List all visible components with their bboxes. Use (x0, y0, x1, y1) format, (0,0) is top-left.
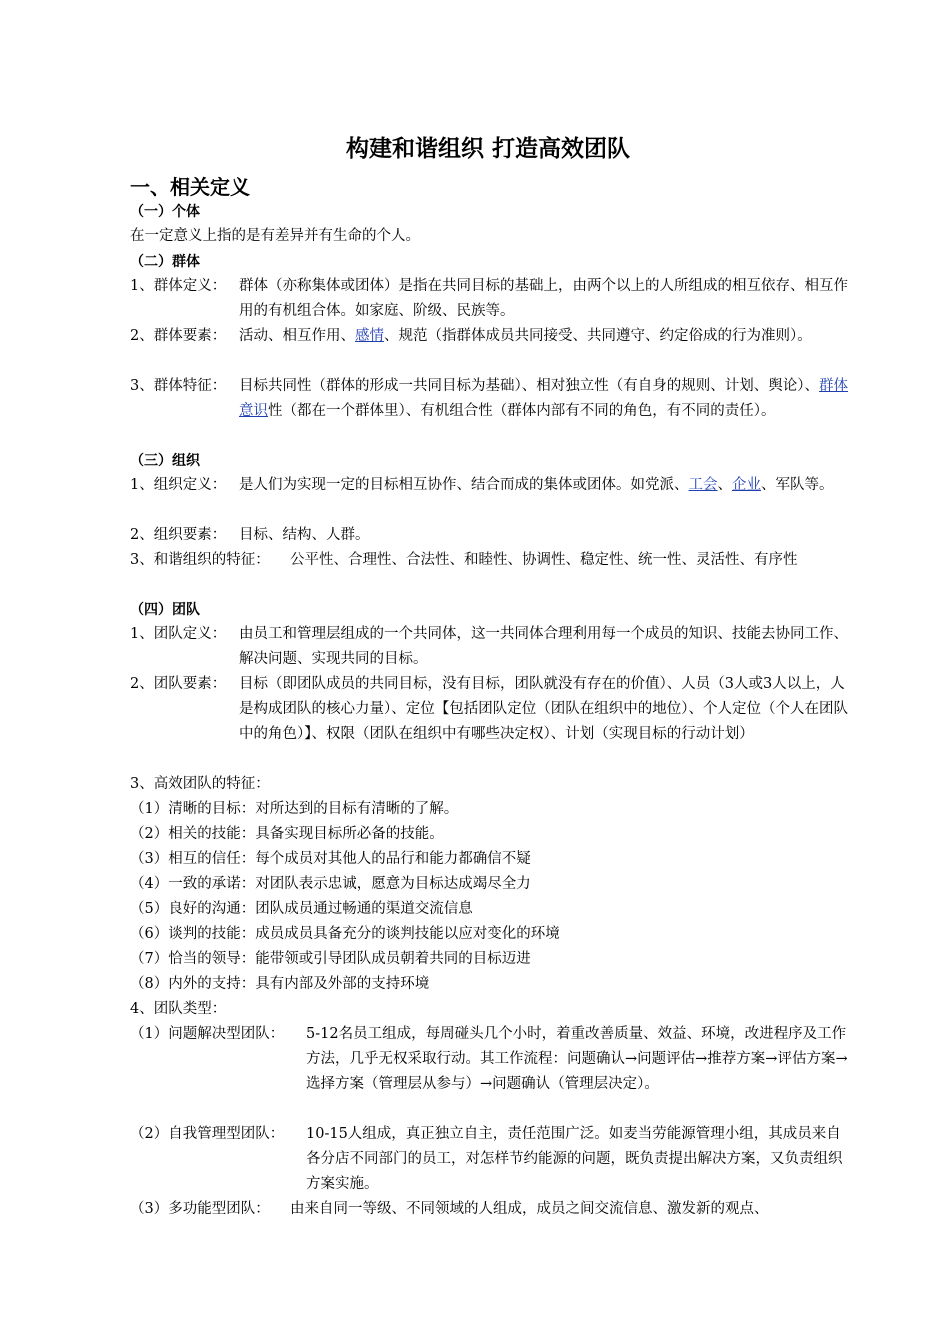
team-types-heading: 4、团队类型： (130, 1001, 227, 1017)
org-features-label: 3、和谐组织的特征： (130, 552, 270, 568)
org-elements-label: 2、组织要素： (130, 527, 227, 543)
team-type-text: 由来自同一等级、不同领域的人组成，成员之间交流信息、激发新的观点、 (290, 1201, 769, 1217)
team-feature-item: （8）内外的支持：具有内部及外部的支持环境 (130, 976, 430, 992)
team-type-label: （2）自我管理型团队： (130, 1126, 285, 1142)
team-feature-item: （6）谈判的技能：成员成员具备充分的谈判技能以应对变化的环境 (130, 926, 560, 942)
org-features-text: 公平性、合理性、合法性、和睦性、协调性、稳定性、统一性、灵活性、有序性 (290, 552, 798, 568)
link-enterprise[interactable]: 企业 (732, 477, 761, 493)
link-trade-union[interactable]: 工会 (688, 477, 718, 493)
team-definition-text: 由员工和管理层组成的一个共同体，这一共同体合理利用每一个成员的知识、技能去协同工作、解决问题、实现共同的目标。 (239, 626, 848, 667)
link-emotion[interactable]: 感情 (355, 328, 384, 344)
group-elements-part: 、规范（指群体成员共同接受、共同遵守、约定俗成的行为准则）。 (384, 328, 812, 344)
subheading-group: （二）群体 (130, 254, 200, 270)
group-features-part: 性（都在一个群体里）、有机组合性（群体内部有不同的角色，有不同的责任）。 (268, 403, 776, 419)
team-type-text: 5-12名员工组成，每周碰头几个小时，着重改善质量、效益、环境，改进程序及工作方法，几乎无权采取行动。其工作流程：问题确认→问题评估→推荐方案→评估方案→选择方案（管理层从参与）→问题确认（管理层决定）。 (306, 1026, 848, 1092)
team-elements-text: 目标（即团队成员的共同目标，没有目标，团队就没有存在的价值）、人员（3人或3人以上，人是构成团队的核心力量）、定位【包括团队定位（团队在组织中的地位）、个人定位（个人在团队中的角色）】、权限（团队在组织中有哪些决定权）、计划（实现目标的行动计划） (239, 676, 848, 742)
section-heading-definitions: 一、相关定义 (130, 175, 250, 199)
group-definition-label: 1、群体定义： (130, 278, 227, 294)
individual-text: 在一定意义上指的是有差异并有生命的个人。 (130, 228, 420, 244)
team-type-text: 10-15人组成，真正独立自主，责任范围广泛。如麦当劳能源管理小组，其成员来自各分店不同部门的员工，对怎样节约能源的问题，既负责提出解决方案，又负责组织方案实施。 (306, 1126, 843, 1192)
subheading-individual: （一）个体 (130, 204, 200, 220)
group-features-label: 3、群体特征： (130, 378, 227, 394)
org-definition-part: 、 (717, 477, 732, 493)
team-feature-item: （5）良好的沟通：团队成员通过畅通的渠道交流信息 (130, 901, 473, 917)
team-feature-item: （2）相关的技能：具备实现目标所必备的技能。 (130, 826, 444, 842)
subheading-organization: （三）组织 (130, 453, 200, 469)
group-features-part: 目标共同性（群体的形成一共同目标为基础）、相对独立性（有自身的规则、计划、舆论）、 (239, 378, 819, 394)
team-type-label: （1）问题解决型团队： (130, 1026, 285, 1042)
org-elements-text: 目标、结构、人群。 (239, 527, 370, 543)
org-definition-part: 是人们为实现一定的目标相互协作、结合而成的集体或团体。如党派、 (239, 477, 689, 493)
group-definition-text: 群体（亦称集体或团体）是指在共同目标的基础上，由两个以上的人所组成的相互依存、相互作用的有机组合体。如家庭、阶级、民族等。 (239, 278, 848, 319)
group-elements-label: 2、群体要素： (130, 328, 227, 344)
team-feature-item: （7）恰当的领导：能带领或引导团队成员朝着共同的目标迈进 (130, 951, 531, 967)
team-features-heading: 3、高效团队的特征： (130, 776, 270, 792)
team-feature-item: （1）清晰的目标：对所达到的目标有清晰的了解。 (130, 801, 459, 817)
team-definition-label: 1、团队定义： (130, 626, 227, 642)
team-elements-label: 2、团队要素： (130, 676, 227, 692)
team-feature-item: （3）相互的信任：每个成员对其他人的品行和能力都确信不疑 (130, 851, 531, 867)
group-elements-part: 活动、相互作用、 (239, 328, 355, 344)
group-features-text (239, 374, 861, 424)
group-elements-text (239, 324, 851, 349)
team-feature-item: （4）一致的承诺：对团队表示忠诚，愿意为目标达成竭尽全力 (130, 876, 531, 892)
org-definition-part: 、军队等。 (761, 477, 834, 493)
org-definition-label: 1、组织定义： (130, 477, 227, 493)
link-group-consciousness[interactable]: 群体意识 (239, 378, 848, 419)
subheading-team: （四）团队 (130, 602, 200, 618)
document-title: 构建和谐组织 打造高效团队 (345, 136, 630, 162)
team-type-label: （3）多功能型团队： (130, 1201, 270, 1217)
org-definition-text (239, 473, 865, 498)
